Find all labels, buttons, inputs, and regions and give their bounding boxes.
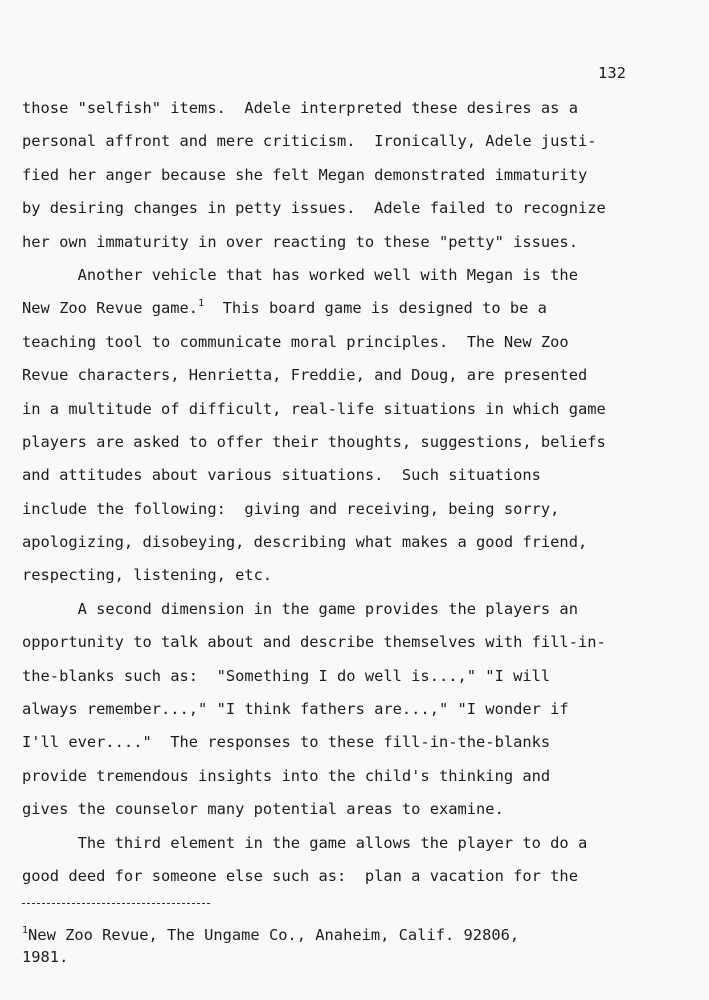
text-line: and attitudes about various situations. Such situations xyxy=(22,466,541,485)
page-number: 132 xyxy=(598,64,626,82)
footnote-divider xyxy=(22,903,210,904)
text-line: personal affront and mere criticism. Ironically, Adele justi- xyxy=(22,132,597,151)
footnote-line xyxy=(22,918,519,944)
text-segment: New Zoo Revue game. xyxy=(22,299,199,318)
text-segment: This board game is designed to be a xyxy=(204,299,547,318)
text-line: always remember...," "I think fathers are...," "I wonder if xyxy=(22,700,569,719)
text-line: in a multitude of difficult, real-life situations in which game xyxy=(22,399,606,418)
text-line: fied her anger because she felt Megan demonstrated immaturity xyxy=(22,165,588,184)
body-text xyxy=(22,92,692,893)
footnote-reference: 1 xyxy=(198,298,205,310)
footnote xyxy=(22,918,519,970)
text-line: Another vehicle that has worked well with Megan is the xyxy=(22,265,578,284)
text-line: players are asked to offer their thoughts, suggestions, beliefs xyxy=(22,432,606,451)
footnote-text: New Zoo Revue, The Ungame Co., Anaheim, Calif. 92806, xyxy=(28,926,520,944)
text-line: respecting, listening, etc. xyxy=(22,566,273,585)
text-line: A second dimension in the game provides the players an xyxy=(22,599,578,618)
text-line: opportunity to talk about and describe themselves with fill-in- xyxy=(22,633,606,652)
footnote-marker: 1 xyxy=(22,925,29,936)
footnote-line: 1981. xyxy=(22,948,69,966)
text-line: gives the counselor many potential areas to examine. xyxy=(22,800,504,819)
text-line: the-blanks such as: "Something I do well is...," "I will xyxy=(22,666,551,685)
text-line: I'll ever...." The responses to these fill-in-the-blanks xyxy=(22,733,551,752)
text-line: include the following: giving and receiving, being sorry, xyxy=(22,499,560,518)
text-line: by desiring changes in petty issues. Adele failed to recognize xyxy=(22,199,606,218)
text-line: her own immaturity in over reacting to these "petty" issues. xyxy=(22,232,578,251)
text-line: The third element in the game allows the player to do a xyxy=(22,833,588,852)
text-line: teaching tool to communicate moral principles. The New Zoo xyxy=(22,332,569,351)
text-line: Revue characters, Henrietta, Freddie, and Doug, are presented xyxy=(22,366,588,385)
text-line: those "selfish" items. Adele interpreted these desires as a xyxy=(22,99,578,117)
text-line: apologizing, disobeying, describing what makes a good friend, xyxy=(22,533,588,552)
text-line: provide tremendous insights into the child's thinking and xyxy=(22,766,551,785)
text-line: good deed for someone else such as: plan a vacation for the xyxy=(22,866,578,885)
text-line-with-footnote xyxy=(22,292,692,325)
